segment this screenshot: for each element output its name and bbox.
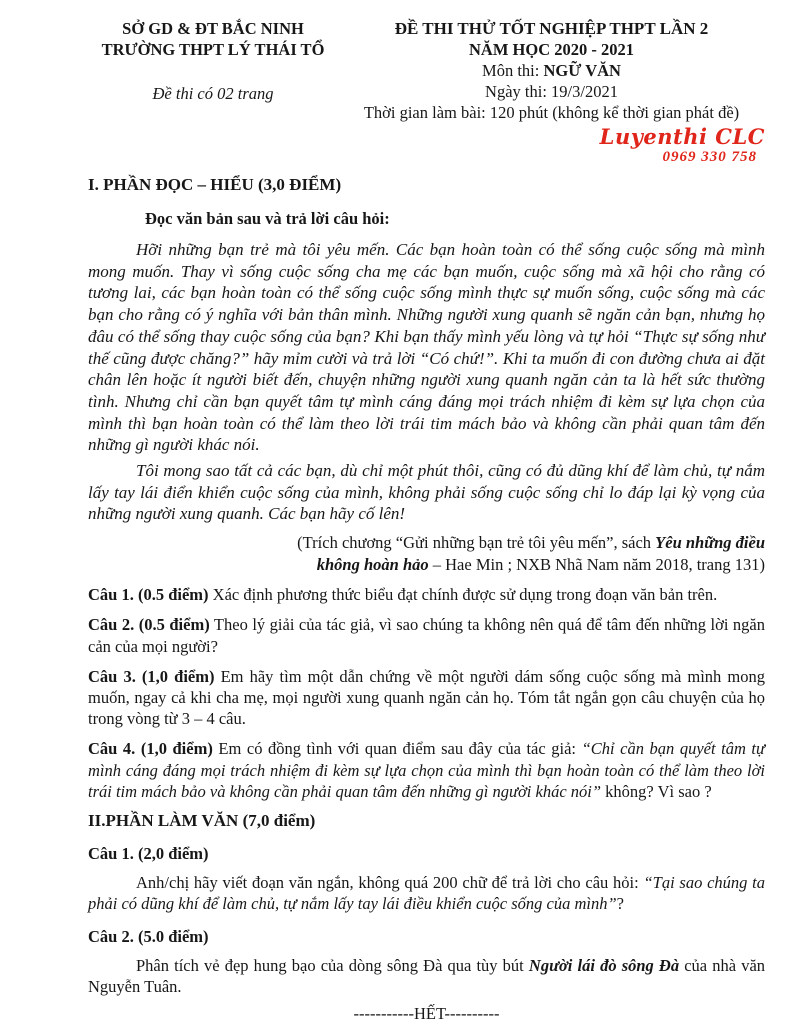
- brand-phone-number: 0969 330 758: [662, 149, 757, 165]
- end-marker: -----------HẾT----------: [353, 1003, 500, 1023]
- question-4-tail: không? Vì sao ?: [601, 781, 712, 801]
- school-name: TRƯỜNG THPT LÝ THÁI TỔ: [101, 40, 325, 59]
- subject-value: NGỮ VĂN: [543, 61, 621, 80]
- question-1-text: Xác định phương thức biểu đạt chính được sử dụng trong đoạn văn bản trên.: [208, 585, 718, 605]
- school-year: NĂM HỌC 2020 - 2021: [469, 40, 634, 59]
- citation-line-2: [88, 554, 765, 576]
- citation-line-1: [88, 532, 765, 554]
- subject-label: Môn thi:: [482, 61, 544, 80]
- citation-text: (Trích chương “Gửi những bạn trẻ tôi yêu mến”, sách: [297, 533, 656, 553]
- passage-paragraph-2: Tôi mong sao tất cả các bạn, dù chỉ một phút thôi, cũng có đủ dũng khí để làm chủ, tự nắm lấy tay lái điển khiển cuộc sống của mình, không phải sống cuộc sống chỉ lo đáp lại kỳ vọng của những người xung quanh. Các bạn hãy cố lên!: [88, 461, 765, 524]
- subject-line: [338, 60, 765, 81]
- pages-note: Đề thi có 02 trang: [152, 84, 274, 103]
- exam-header: [88, 18, 765, 166]
- exam-date: Ngày thi: 19/3/2021: [485, 82, 618, 101]
- essay-q1-heading: Câu 1. (2,0 điểm): [88, 843, 209, 863]
- citation-book-title: Yêu những điều: [655, 533, 765, 553]
- question-4-lead: Em có đồng tình với quan điểm sau đây của tác giả:: [212, 739, 582, 759]
- brand-logo-text: Luyenthi CLC: [599, 124, 765, 149]
- essay-q2-heading: Câu 2. (5.0 điểm): [88, 926, 209, 946]
- citation-book-title-cont: không hoàn hảo: [316, 554, 429, 574]
- passage-paragraph-1: Hỡi những bạn trẻ mà tôi yêu mến. Các bạn hoàn toàn có thể sống cuộc sống mà mình mong muốn. Thay vì sống cuộc sống cha mẹ các bạn muốn, cuộc sống mà xã hội cho rằng có tương lai, các bạn hoàn toàn có thể sống cuộc sống mình thực sự muốn sống, cuộc sống mà các bạn cho rằng có ý nghĩa với bản thân mình. Những người xung quanh sẽ ngăn cản bạn, nhưng họ đâu có thể sống thay cuộc sống của bạn? Khi bạn thấy mình yếu lòng và tự hỏi “Thực sự sống như thế cũng được chăng?” hãy mỉm cười và trả lời “Có chứ!”. Khi ta muốn đi con đường chưa ai đặt chân lên hoặc ít người biết đến, chuyện những người xung quanh ngăn cản ta là hết sức thường tình. Nhưng chỉ cần bạn quyết tâm tự mình cáng đáng mọi trách nhiệm đi kèm sự lựa chọn của mình thì bạn hoàn toàn có thể làm theo lời trái tim mách bảo và không cần phải quan tâm đến những gì người khác nói.: [88, 240, 765, 455]
- question-2-text: Theo lý giải của tác giả, vì sao chúng ta không nên quá để tâm đến những lời ngăn cản của mọi người?: [88, 615, 765, 656]
- exam-title: ĐỀ THI THỬ TỐT NGHIỆP THPT LẦN 2: [394, 19, 709, 38]
- question-3-label: Câu 3. (1,0 điểm): [88, 666, 215, 686]
- question-2: [88, 614, 765, 656]
- question-4-label: Câu 4. (1,0 điểm): [88, 739, 213, 759]
- essay-q1-lead: Anh/chị hãy viết đoạn văn ngắn, không quá 200 chữ để trả lời cho câu hỏi:: [136, 872, 644, 892]
- essay-q1-quote: “Tại sao chúng ta phải có dũng khí để làm chủ, tự nắm lấy tay lái điều khiển cuộc sống của mình”: [88, 872, 765, 914]
- essay-q1-text: [88, 872, 765, 915]
- question-4: [88, 738, 765, 802]
- question-1: [88, 584, 765, 605]
- essay-q2-text: [88, 955, 765, 998]
- question-1-label: Câu 1. (0.5 điểm): [88, 585, 209, 605]
- essay-q2-lead: Phân tích vẻ đẹp hung bạo của dòng sông Đà qua tùy bút: [136, 955, 529, 975]
- section2-heading: II.PHẦN LÀM VĂN (7,0 điểm): [88, 810, 316, 830]
- brand-stamp: [338, 126, 765, 166]
- question-3-text: Em hãy tìm một dẫn chứng về một người dám sống cuộc sống mà mình mong muốn, ngay cả khi cha mẹ, mọi người xung quanh ngăn cản họ. Tóm tắt ngắn gọn câu chuyện của họ trong vòng từ 3 – 4 câu.: [88, 666, 765, 729]
- question-4-quote: “Chỉ cần bạn quyết tâm tự mình cáng đáng mọi trách nhiệm đi kèm sự lựa chọn của mình thì bạn hoàn toàn có thể làm theo lời trái tim mách bảo và không cần phải quan tâm đến những gì người khác nói”: [88, 739, 766, 801]
- header-right-block: [338, 18, 765, 166]
- question-2-label: Câu 2. (0.5 điểm): [88, 615, 210, 635]
- header-left-block: [88, 18, 338, 166]
- exam-duration: Thời gian làm bài: 120 phút (không kể thời gian phát đề): [363, 103, 740, 122]
- reading-instruction: Đọc văn bản sau và trả lời câu hỏi:: [145, 209, 390, 228]
- essay-q2-book-title: Người lái đò sông Đà: [528, 955, 680, 975]
- passage-citation: [88, 532, 765, 575]
- essay-q2-tail: của nhà văn Nguyễn Tuân.: [88, 955, 766, 997]
- section1-heading: I. PHẦN ĐỌC – HIỂU (3,0 ĐIỂM): [88, 175, 342, 194]
- department-name: SỞ GD & ĐT BẮC NINH: [122, 19, 304, 38]
- exam-body: [88, 174, 765, 1024]
- citation-source: – Hae Min ; NXB Nhã Nam năm 2018, trang 131): [428, 554, 765, 574]
- essay-q1-tail: ?: [616, 894, 624, 914]
- question-3: [88, 666, 765, 730]
